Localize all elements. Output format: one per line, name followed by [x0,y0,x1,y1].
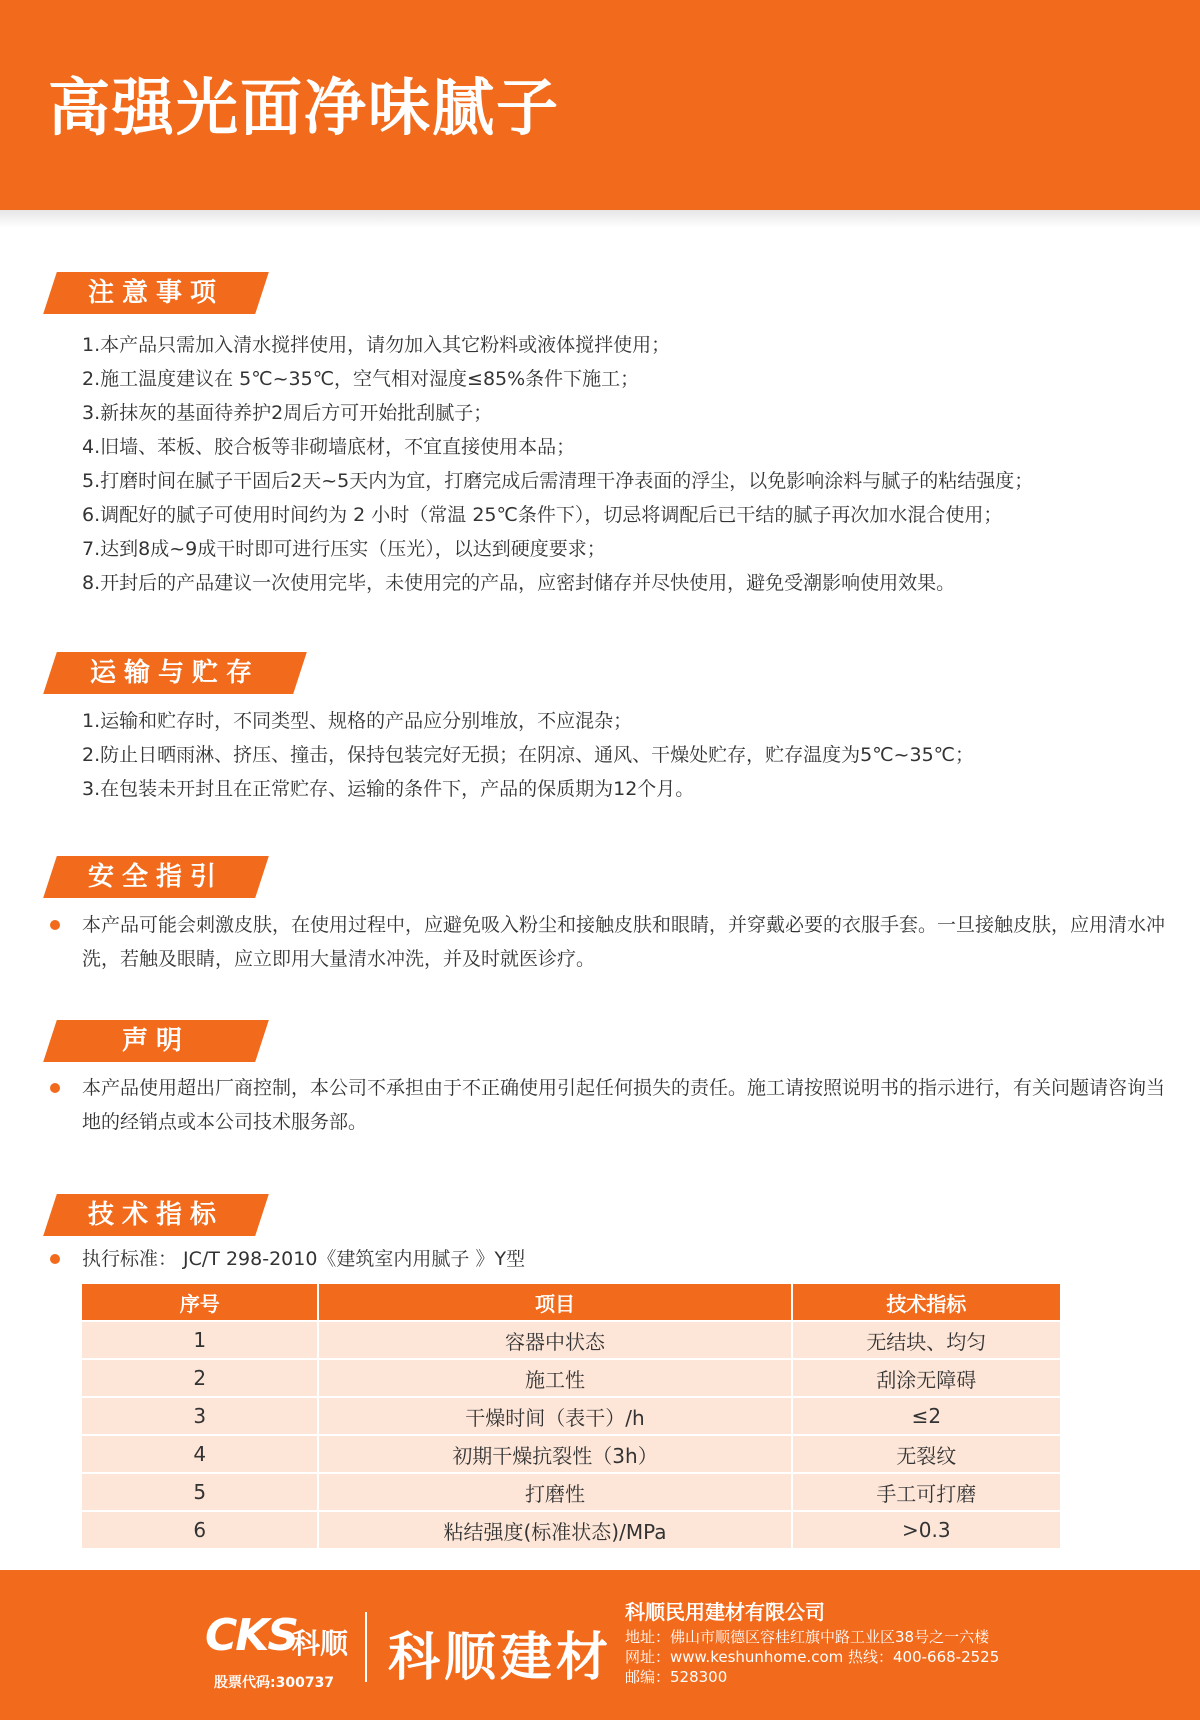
table-cell: 刮涂无障碍 [792,1359,1060,1397]
list-item: 3.新抹灰的基面待养护2周后方可开始批刮腻子； [82,402,493,424]
table-cell: ≤2 [792,1397,1060,1435]
table-header-row [82,1284,1060,1321]
logo-cn-text: 科顺 [292,1627,349,1660]
section-title-transport: 运输与贮存 [89,658,260,688]
table-cell: 打磨性 [318,1473,791,1511]
list-item: 5.打磨时间在腻子干固后2天~5天内为宜，打磨完成后需清理干净表面的浮尘，以免影响涂料与腻子的粘结强度； [82,470,1034,492]
header-banner [0,0,1200,210]
section-title-statement: 声明 [121,1026,190,1056]
table-row [82,1397,1060,1435]
spec-table [82,1284,1060,1548]
table-row [82,1511,1060,1548]
notice-list [82,328,1182,600]
list-item: 3.在包装未开封且在正常贮存、运输的条件下，产品的保质期为12个月。 [82,778,695,800]
table-row [82,1321,1060,1359]
transport-list [82,704,1182,806]
table-cell: 施工性 [318,1359,791,1397]
table-cell: >0.3 [792,1511,1060,1548]
company-postcode: 邮编：528300 [625,1668,728,1686]
table-header-cell: 序号 [82,1284,318,1321]
list-item: 6.调配好的腻子可使用时间约为 2 小时（常温 25℃条件下），切忌将调配后已干结的腻子再次加水混合使用； [82,504,1003,526]
table-cell: 无裂纹 [792,1435,1060,1473]
list-item: 1.本产品只需加入清水搅拌使用，请勿加入其它粉料或液体搅拌使用； [82,334,671,356]
bullet-icon [50,1254,60,1264]
section-tab-transport [43,652,307,694]
list-item: 7.达到8成~9成干时即可进行压实（压光），以达到硬度要求； [82,538,606,560]
section-title-notice: 注意事项 [87,278,224,308]
section-tab-notice [43,272,269,314]
footer-banner [0,1570,1200,1720]
company-name: 科顺民用建材有限公司 [625,1600,825,1624]
table-cell: 干燥时间（表干）/h [318,1397,791,1435]
section-title-tech: 技术指标 [87,1200,224,1230]
table-cell: 容器中状态 [318,1321,791,1359]
table-header-cell: 项目 [318,1284,791,1321]
table-cell: 1 [82,1321,318,1359]
company-address: 地址：佛山市顺德区容桂红旗中路工业区38号之一六楼 [625,1628,990,1646]
company-logo: CKS [205,1610,298,1661]
page-title: 高强光面净味腻子 [48,71,561,144]
standard-text: 执行标准： JC/T 298-2010《建筑室内用腻子 》Y型 [82,1248,526,1270]
list-item: 1.运输和贮存时，不同类型、规格的产品应分别堆放，不应混杂； [82,710,633,732]
statement-text: 本产品使用超出厂商控制，本公司不承担由于不正确使用引起任何损失的责任。施工请按照说明书的指示进行，有关问题请咨询当地的经销点或本公司技术服务部。 [82,1077,1166,1133]
table-row [82,1359,1060,1397]
list-item: 4.旧墙、苯板、胶合板等非砌墙底材，不宜直接使用本品； [82,436,576,458]
bullet-icon [50,920,60,930]
list-item: 2.防止日晒雨淋、挤压、撞击，保持包装完好无损；在阴凉、通风、干燥处贮存，贮存温度为5℃~35℃； [82,744,974,766]
table-cell: 初期干燥抗裂性（3h） [318,1435,791,1473]
list-item: 2.施工温度建议在 5℃~35℃，空气相对湿度≤85%条件下施工； [82,368,640,390]
table-cell: 手工可打磨 [792,1473,1060,1511]
brand-name: 科顺建材 [388,1628,613,1688]
company-website: 网址：www.keshunhome.com 热线：400-668-2525 [625,1648,1000,1666]
section-tab-tech [43,1194,269,1236]
table-cell: 2 [82,1359,318,1397]
table-cell: 粘结强度(标准状态)/MPa [318,1511,791,1548]
bullet-icon [50,1083,60,1093]
section-tab-statement [43,1020,269,1062]
safety-text: 本产品可能会刺激皮肤，在使用过程中，应避免吸入粉尘和接触皮肤和眼睛，并穿戴必要的衣服手套。一旦接触皮肤，应用清水冲洗，若触及眼睛，应立即用大量清水冲洗，并及时就医诊疗。 [82,914,1166,970]
stock-code: 股票代码:300737 [214,1675,335,1691]
table-cell: 4 [82,1435,318,1473]
table-cell: 6 [82,1511,318,1548]
table-header-cell: 技术指标 [792,1284,1060,1321]
header-shadow [0,210,1200,228]
table-cell: 无结块、均匀 [792,1321,1060,1359]
section-title-safety: 安全指引 [87,862,224,892]
table-row [82,1473,1060,1511]
table-cell: 5 [82,1473,318,1511]
footer-divider [365,1612,367,1682]
list-item: 8.开封后的产品建议一次使用完毕，未使用完的产品，应密封储存并尽快使用，避免受潮影响使用效果。 [82,572,956,594]
section-tab-safety [43,856,269,898]
table-cell: 3 [82,1397,318,1435]
table-row [82,1435,1060,1473]
